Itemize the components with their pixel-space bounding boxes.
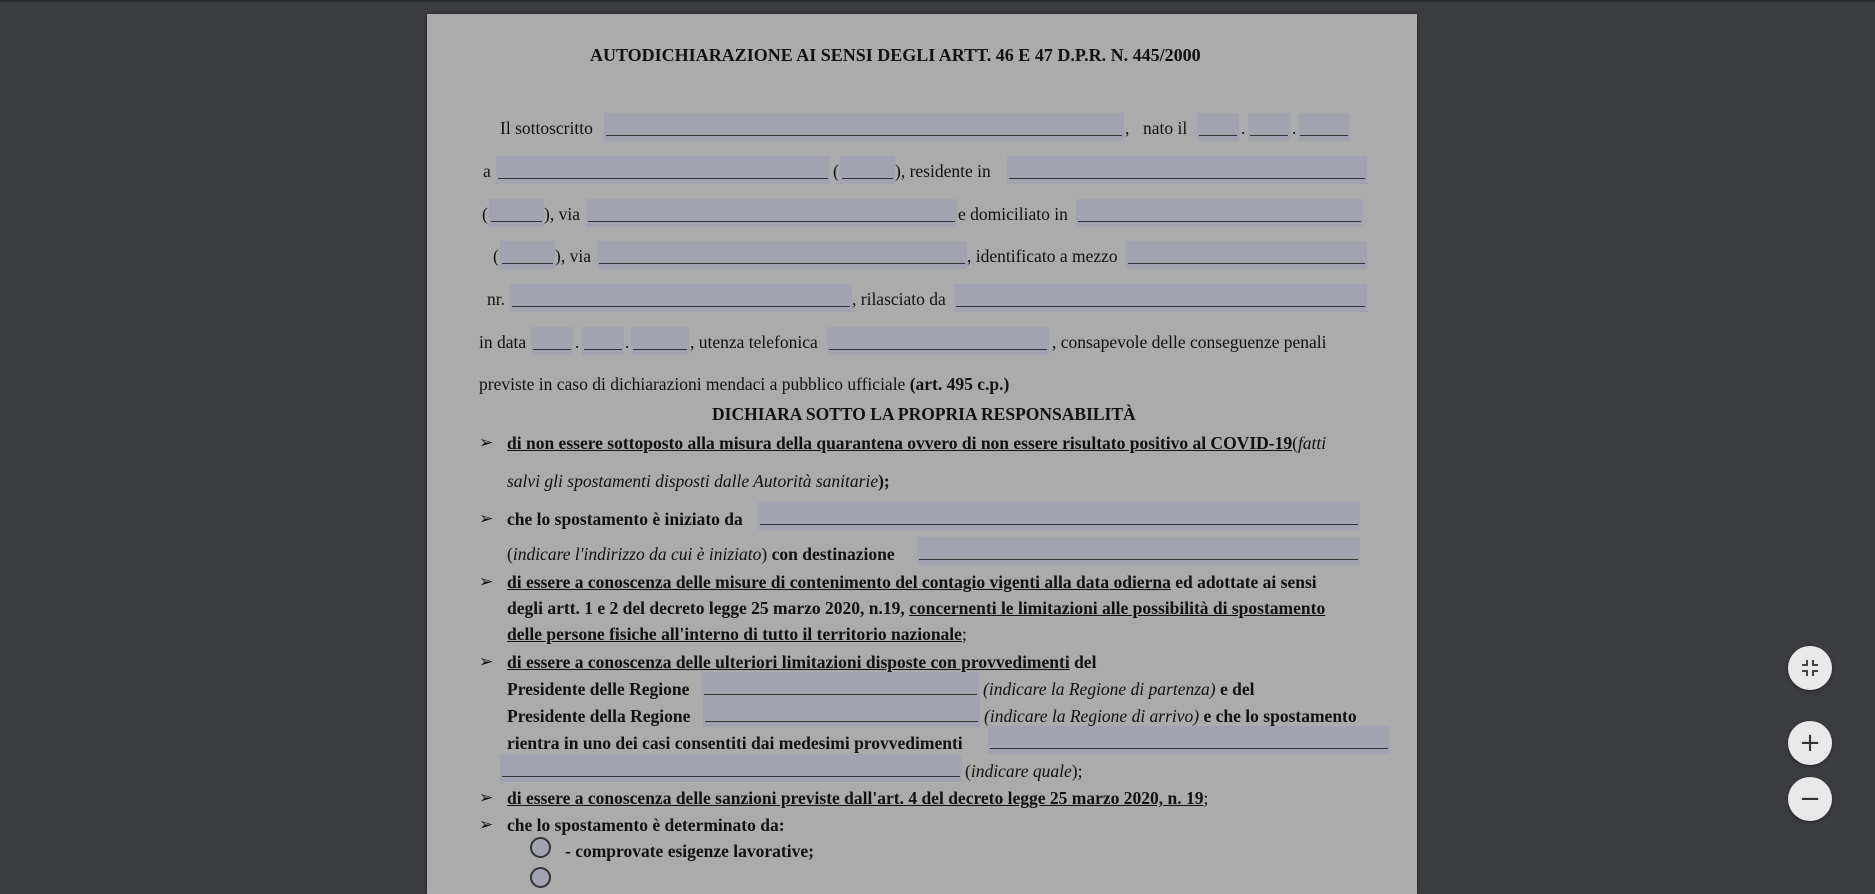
bullet-arrow-icon: ➢ xyxy=(479,652,494,672)
bullet-arrow-icon: ➢ xyxy=(479,815,494,835)
item4-line5-tail: (indicare quale); xyxy=(965,761,1083,781)
paren-open: ( xyxy=(493,246,499,266)
field-documento[interactable] xyxy=(1126,241,1367,269)
dichiara-heading: DICHIARA SOTTO LA PROPRIA RESPONSABILITÀ xyxy=(712,404,1136,424)
exit-fullscreen-icon xyxy=(1800,658,1820,678)
field-domicilio[interactable] xyxy=(1076,199,1363,227)
label-identificato: , identificato a mezzo xyxy=(967,246,1118,266)
item3-line2: degli artt. 1 e 2 del decreto legge 25 marzo 2020, n.19, concernenti le limitazioni alle possibilità di spostamento xyxy=(507,598,1326,618)
item3-line1: di essere a conoscenza delle misure di contenimento del contagio vigenti alla data odierna ed adottate ai sensi xyxy=(507,572,1317,592)
item4-presidente-partenza: Presidente delle Regione xyxy=(507,679,690,699)
field-partenza[interactable] xyxy=(758,502,1360,530)
field-rilasciato-da[interactable] xyxy=(954,284,1367,312)
label-rilasciato: , rilasciato da xyxy=(852,289,946,309)
field-caso-consentito[interactable] xyxy=(500,754,962,782)
paren-open: ( xyxy=(482,204,488,224)
field-telefono[interactable] xyxy=(827,327,1049,355)
label-domiciliato: e domiciliato in xyxy=(958,204,1068,224)
dot: . xyxy=(575,332,580,352)
field-provincia-residenza[interactable] xyxy=(489,199,544,227)
field-provincia-domicilio[interactable] xyxy=(500,241,555,269)
field-nascita-mese[interactable] xyxy=(1248,113,1290,141)
option-esigenze-lavorative: - comprovate esigenze lavorative; xyxy=(565,841,814,861)
label-via: ), via xyxy=(555,246,591,266)
label-residente: ), residente in xyxy=(895,161,991,181)
radio-option-2[interactable] xyxy=(530,867,551,888)
field-destinazione[interactable] xyxy=(917,537,1360,565)
item1-line2: salvi gli spostamenti disposti dalle Autorità sanitarie); xyxy=(507,471,890,491)
label-sottoscritto: Il sottoscritto xyxy=(500,118,593,138)
pdf-page xyxy=(427,14,1417,894)
item1-line1: di non essere sottoposto alla misura della quarantena ovvero di non essere risultato positivo al COVID-19(fatti xyxy=(507,433,1327,453)
zoom-in-button[interactable]: + xyxy=(1788,721,1832,765)
field-rilascio-anno[interactable] xyxy=(631,327,689,355)
paren-open: ( xyxy=(833,161,839,181)
label-via: ), via xyxy=(544,204,580,224)
previste-text: previste in caso di dichiarazioni mendaci a pubblico ufficiale (art. 495 c.p.) xyxy=(479,374,1010,394)
field-provincia-nascita[interactable] xyxy=(840,156,895,184)
field-provvedimento[interactable] xyxy=(988,726,1390,754)
bullet-arrow-icon: ➢ xyxy=(479,572,494,592)
dot: . xyxy=(625,332,630,352)
bullet-arrow-icon: ➢ xyxy=(479,509,494,529)
item3-line3: delle persone fisiche all'interno di tutto il territorio nazionale; xyxy=(507,624,967,644)
label-a: a xyxy=(483,161,491,181)
field-rilascio-mese[interactable] xyxy=(582,327,624,355)
field-nascita-anno[interactable] xyxy=(1298,113,1350,141)
document-title: AUTODICHIARAZIONE AI SENSI DEGLI ARTT. 46 E 47 D.P.R. N. 445/2000 xyxy=(590,45,1201,65)
bullet-arrow-icon: ➢ xyxy=(479,788,494,808)
item6-text: che lo spostamento è determinato da: xyxy=(507,815,785,835)
field-residenza[interactable] xyxy=(1007,156,1367,184)
exit-fullscreen-button[interactable] xyxy=(1788,646,1832,690)
field-nascita-giorno[interactable] xyxy=(1197,113,1239,141)
item4-rientra: rientra in uno dei casi consentiti dai medesimi provvedimenti xyxy=(507,733,963,753)
dot: . xyxy=(1292,118,1297,138)
item5-text: di essere a conoscenza delle sanzioni previste dall'art. 4 del decreto legge 25 marzo 2020, n. 19; xyxy=(507,788,1209,808)
field-nome[interactable] xyxy=(604,113,1124,141)
field-luogo-nascita[interactable] xyxy=(496,156,830,184)
field-rilascio-giorno[interactable] xyxy=(531,327,573,355)
comma: , xyxy=(1125,118,1130,138)
field-regione-arrivo[interactable] xyxy=(703,699,980,727)
item2-line2: (indicare l'indirizzo da cui è iniziato) con destinazione xyxy=(507,544,895,564)
item4-line3-tail: (indicare la Regione di arrivo) e che lo spostamento xyxy=(984,706,1357,726)
item4-presidente-arrivo: Presidente della Regione xyxy=(507,706,691,726)
label-consapevole: , consapevole delle conseguenze penali xyxy=(1052,332,1327,352)
item4-line2-tail: (indicare la Regione di partenza) e del xyxy=(983,679,1255,699)
label-in-data: in data xyxy=(479,332,527,352)
label-utenza: , utenza telefonica xyxy=(690,332,818,352)
viewer-top-edge xyxy=(0,0,1875,2)
item2-label: che lo spostamento è iniziato da xyxy=(507,509,743,529)
zoom-out-button[interactable]: − xyxy=(1788,777,1832,821)
label-nato: nato il xyxy=(1143,118,1188,138)
field-via-residenza[interactable] xyxy=(586,199,957,227)
field-via-domicilio[interactable] xyxy=(597,241,967,269)
field-regione-partenza[interactable] xyxy=(702,672,979,700)
bullet-arrow-icon: ➢ xyxy=(479,433,494,453)
radio-esigenze-lavorative[interactable] xyxy=(530,837,551,858)
item4-line1: di essere a conoscenza delle ulteriori limitazioni disposte con provvedimenti del xyxy=(507,652,1097,672)
label-nr: nr. xyxy=(487,289,505,309)
dot: . xyxy=(1241,118,1246,138)
field-numero-documento[interactable] xyxy=(510,284,852,312)
